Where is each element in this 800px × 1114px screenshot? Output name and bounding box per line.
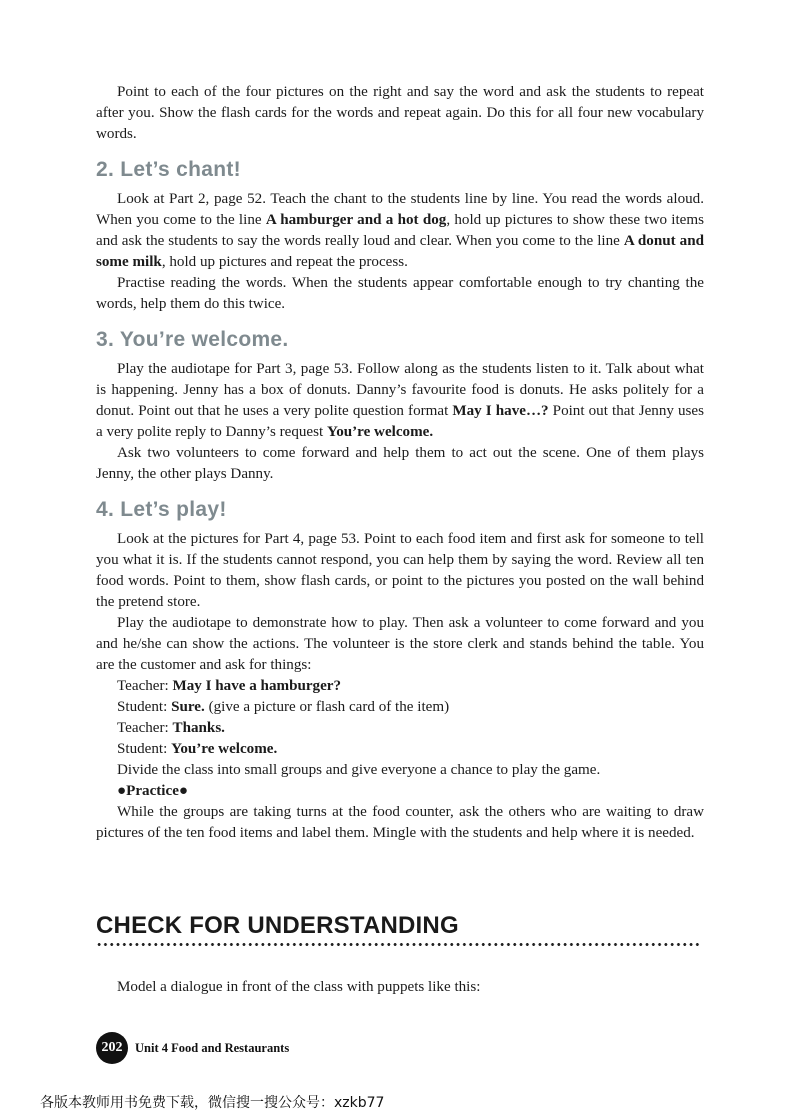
section-heading-lets-play: 4. Let’s play! <box>96 498 227 521</box>
welcome-paragraph-1: Play the audiotape for Part 3, page 53. Follow along as the students listen to it. Talk about what is happening. Jenny has a box of donuts. Danny’s favourite food is donuts. He asks politely for a donut. Point out that he uses a very polite question format May I have…? Point out that Jenny uses a very polite reply to Danny’s request You’re welcome. <box>96 361 705 440</box>
check-section <box>96 912 702 947</box>
play-paragraph-3: Divide the class into small groups and give everyone a chance to play the game. <box>117 762 601 778</box>
dotted-divider <box>96 942 700 947</box>
section-heading-youre-welcome: 3. You’re welcome. <box>96 328 289 351</box>
intro-paragraph: Point to each of the four pictures on the right and say the word and ask the students to repeat after you. Show the flash cards for the words and repeat again. Do this for all four new vocabulary words. <box>96 84 704 142</box>
page-footer <box>96 1032 289 1064</box>
check-paragraph: Model a dialogue in front of the class with puppets like this: <box>117 979 481 995</box>
play-paragraph-1: Look at the pictures for Part 4, page 53. Point to each food item and first ask for someone to tell you what it is. If the students cannot respond, you can help them by saying the word. Review all ten food words. Point to them, show flash cards, or point to the pictures you posted on the wall behind the pretend store. <box>96 531 704 610</box>
section-heading-lets-chant: 2. Let’s chant! <box>96 158 241 181</box>
check-heading: CHECK FOR UNDERSTANDING <box>96 912 459 939</box>
chant-paragraph-1: Look at Part 2, page 52. Teach the chant to the students line by line. You read the words aloud. When you come to the line A hamburger and a hot dog, hold up pictures to show these two items and ask the students to say the words really loud and clear. When you come to the line A donut and some milk, hold up pictures and repeat the process. <box>96 191 704 270</box>
dialogue-line: Student: Sure. (give a picture or flash card of the item) <box>117 699 450 715</box>
play-paragraph-4: While the groups are taking turns at the food counter, ask the others who are waiting to draw pictures of the ten food items and label them. Mingle with the students and help where it is needed. <box>96 804 704 841</box>
chant-paragraph-2: Practise reading the words. When the students appear comfortable enough to try chanting the words, help them do this twice. <box>96 275 704 312</box>
dialogue-line: Teacher: Thanks. <box>117 720 225 736</box>
play-paragraph-2: Play the audiotape to demonstrate how to play. Then ask a volunteer to come forward and you and he/she can show the actions. The volunteer is the store clerk and stands behind the table. You are the customer and ask for things: <box>96 615 704 673</box>
watermark-text: 各版本教师用书免费下载，微信搜一搜公众号：xzkb77 <box>40 1095 385 1111</box>
unit-title: Unit 4 Food and Restaurants <box>135 1040 290 1055</box>
practice-label: ●Practice● <box>117 783 189 799</box>
page-number-badge: 202 <box>96 1032 128 1064</box>
dialogue-line: Student: You’re welcome. <box>117 741 278 757</box>
dialogue-line: Teacher: May I have a hamburger? <box>117 678 342 694</box>
main-content <box>96 82 704 844</box>
welcome-paragraph-2: Ask two volunteers to come forward and help them to act out the scene. One of them plays Jenny, the other plays Danny. <box>96 445 704 482</box>
